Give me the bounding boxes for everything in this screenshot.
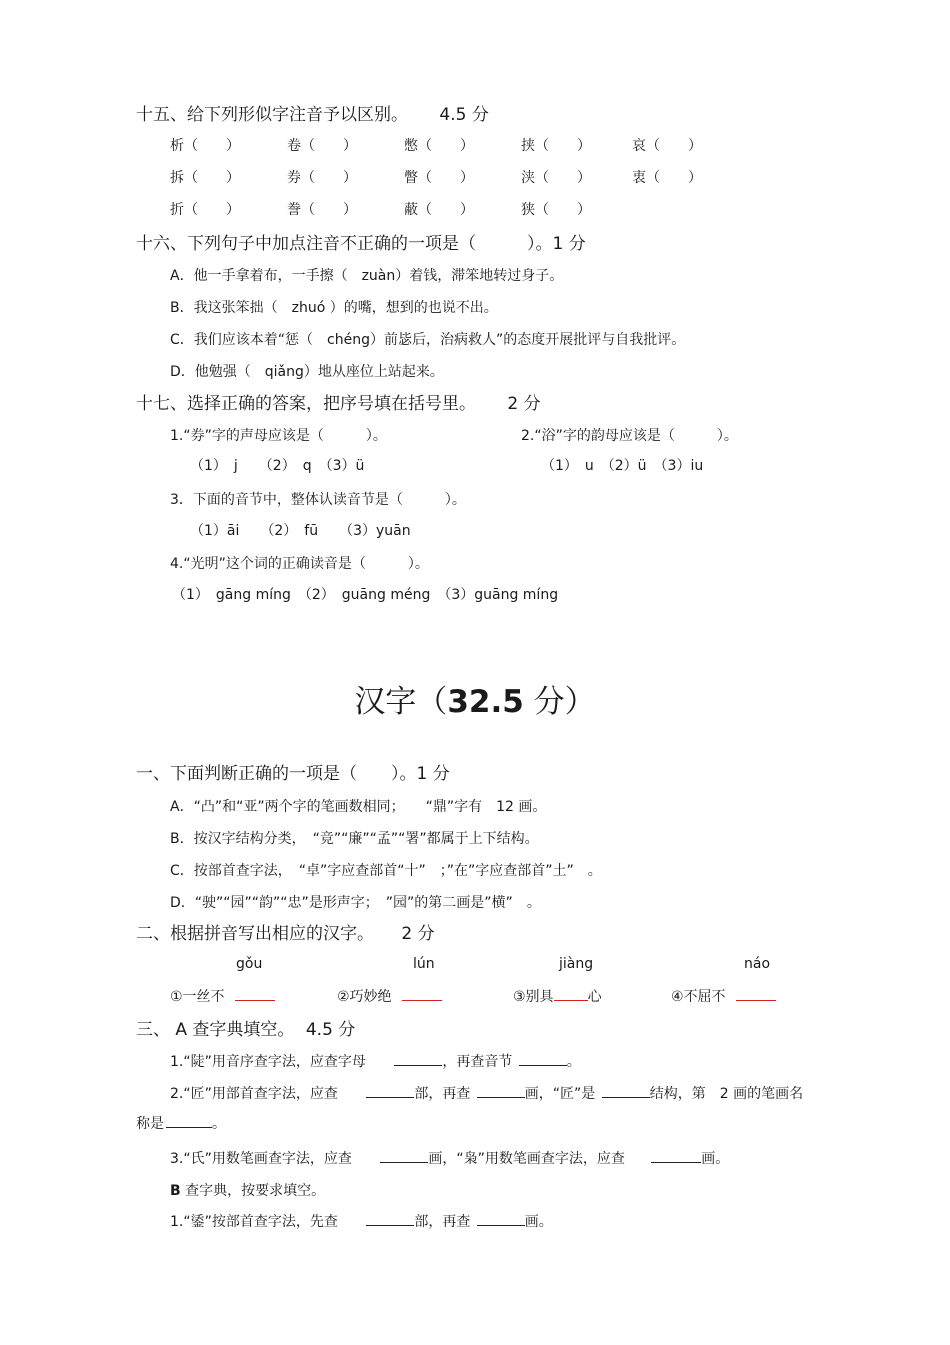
q17-sub2-options: （1） u （2）ü （3）iu — [541, 458, 704, 474]
q15-heading — [136, 100, 489, 125]
h3-text: 画。 — [701, 1151, 730, 1167]
h3-text: 。 — [566, 1054, 581, 1070]
q17-sub1-options: （1） j （2） q （3）ü — [190, 458, 365, 474]
h2-word-text: ③别具 — [513, 989, 554, 1005]
q15-cell: 蔽（ ） — [404, 202, 474, 218]
section-title — [0, 676, 950, 721]
section-title-suffix: 分） — [523, 684, 596, 720]
h3-text: 。 — [212, 1116, 226, 1132]
q15-cell: 憋（ ） — [404, 138, 474, 154]
h2-word-text: ④不屈不 — [671, 989, 726, 1005]
h3-text: 1.“鋈”按部首查字法，先查 — [170, 1214, 338, 1230]
h3-score: 4.5 分 — [305, 1020, 356, 1040]
answer-blank[interactable] — [736, 986, 776, 1001]
h3-text: 画，“枭”用数笔画查字法，应查 — [428, 1151, 625, 1167]
q15-cell: 哀（ ） — [632, 138, 702, 154]
h3-heading — [136, 1015, 355, 1040]
h2-word-1 — [170, 986, 275, 1006]
h3-text: 称是 — [136, 1116, 164, 1132]
q17-sub4-options: （1） gāng míng （2） guāng méng （3）guāng míng — [172, 587, 559, 603]
q17-sub3-options: （1）āi （2） fū （3）yuān — [190, 523, 411, 539]
h2-title: 二、根据拼音写出相应的汉字。 — [136, 924, 374, 944]
q15-cell: 瞥（ ） — [404, 170, 474, 186]
answer-blank[interactable] — [477, 1083, 525, 1098]
h3-text: 1.“陡”用音序查字法，应查字母 — [170, 1054, 366, 1070]
answer-blank[interactable] — [366, 1211, 414, 1226]
h1-option-c: C．按部首查字法， “卓”字应查部首“十” ；”在”字应查部首”土” 。 — [170, 863, 602, 879]
h3-b-line-1 — [170, 1211, 553, 1231]
section-title-score: 32.5 — [447, 684, 524, 720]
h2-word-text: ②巧妙绝 — [337, 989, 392, 1005]
h2-word-3 — [513, 986, 602, 1006]
q16-option-a: A．他一手拿着布，一手擦（ zuàn）着钱，滞笨地转过身子。 — [170, 268, 564, 284]
answer-blank[interactable] — [402, 986, 442, 1001]
h2-pinyin: gǒu — [236, 956, 263, 972]
h2-word-2 — [337, 986, 442, 1006]
q15-cell: 折（ ） — [170, 202, 240, 218]
h3-title: 三、 A 查字典填空。 — [136, 1020, 295, 1040]
answer-blank[interactable] — [519, 1051, 567, 1066]
h3-b-label: B — [170, 1183, 181, 1199]
h2-pinyin: lún — [413, 956, 435, 972]
q15-cell: 狭（ ） — [521, 202, 591, 218]
h3-line-2 — [170, 1083, 803, 1103]
q17-title: 十七、选择正确的答案，把序号填在括号里。 — [136, 394, 476, 414]
q15-cell: 衷（ ） — [632, 170, 702, 186]
h1-option-b: B．按汉字结构分类， “竞”“廉”“孟”“署”都属于上下结构。 — [170, 831, 539, 847]
h3-text: 查字典，按要求填空。 — [180, 1183, 326, 1199]
answer-blank[interactable] — [602, 1083, 650, 1098]
q16-option-b: B．我这张笨拙（ zhuó ）的嘴，想到的也说不出。 — [170, 300, 498, 316]
h2-word-text: ①一丝不 — [170, 989, 225, 1005]
h1-option-a: A．“凸”和“亚”两个字的笔画数相同； “鼎”字有 12 画。 — [170, 799, 547, 815]
q15-title: 十五、给下列形似字注音予以区别。 — [136, 105, 408, 125]
h3-text: 3.“氏”用数笔画查字法，应查 — [170, 1151, 352, 1167]
h3-text: 结构，第 2 画的笔画名 — [649, 1086, 804, 1102]
h2-word-after: 心 — [587, 989, 602, 1005]
answer-blank[interactable] — [651, 1148, 701, 1163]
q17-sub1: 1.“券”字的声母应该是（ ）。 — [170, 428, 387, 444]
q15-score: 4.5 分 — [439, 105, 489, 125]
q16-option-c: C．我们应该本着“惩（ chéng）前毖后，治病救人”的态度开展批评与自我批评。 — [170, 332, 686, 348]
h3-b-title — [170, 1180, 325, 1200]
h3-text: 画。 — [524, 1214, 553, 1230]
h3-text: 部，再查 — [414, 1214, 471, 1230]
h3-text: 2.“匠”用部首查字法，应查 — [170, 1086, 338, 1102]
h2-score: 2 分 — [401, 924, 435, 944]
q17-sub4: 4.“光明”这个词的正确读音是（ ）。 — [170, 556, 429, 572]
q15-cell: 誊（ ） — [287, 202, 357, 218]
answer-blank[interactable] — [166, 1113, 212, 1128]
q15-cell: 挟（ ） — [521, 138, 591, 154]
h3-line-3 — [170, 1148, 729, 1168]
h3-text: 部，再查 — [414, 1086, 471, 1102]
q15-cell: 拆（ ） — [170, 170, 240, 186]
h3-text: ，再查音节 — [442, 1054, 513, 1070]
section-title-prefix: 汉字（ — [354, 684, 448, 720]
answer-blank[interactable] — [477, 1211, 525, 1226]
h1-title: 一、下面判断正确的一项是（ ）。1 分 — [136, 764, 450, 784]
h1-option-d: D．“驶”“园”“韵”“忠”是形声字； ”园”的第二画是”横” 。 — [170, 895, 541, 911]
answer-blank[interactable] — [366, 1083, 414, 1098]
h3-line-1 — [170, 1051, 581, 1071]
q16-title: 十六、下列句子中加点注音不正确的一项是（ ）。1 分 — [136, 234, 586, 254]
answer-blank[interactable] — [380, 1148, 428, 1163]
q17-heading — [136, 389, 541, 414]
q17-sub2: 2.“浴”字的韵母应该是（ ）。 — [521, 428, 738, 444]
h2-pinyin: jiàng — [559, 956, 594, 972]
q16-option-d: D．他勉强（ qiǎng）地从座位上站起来。 — [170, 364, 444, 380]
answer-blank[interactable] — [235, 986, 275, 1001]
q15-cell: 析（ ） — [170, 138, 240, 154]
answer-blank[interactable] — [554, 986, 588, 1001]
h2-heading — [136, 919, 435, 944]
h3-line-2-cont — [136, 1113, 226, 1133]
q17-sub3: 3．下面的音节中，整体认读音节是（ ）。 — [170, 492, 466, 508]
q15-cell: 卷（ ） — [287, 138, 357, 154]
q17-score: 2 分 — [507, 394, 541, 414]
h3-text: 画，“匠”是 — [524, 1086, 596, 1102]
h2-pinyin: náo — [744, 956, 771, 972]
answer-blank[interactable] — [394, 1051, 442, 1066]
q15-cell: 券（ ） — [287, 170, 357, 186]
q15-cell: 浃（ ） — [521, 170, 591, 186]
h2-word-4 — [671, 986, 776, 1006]
